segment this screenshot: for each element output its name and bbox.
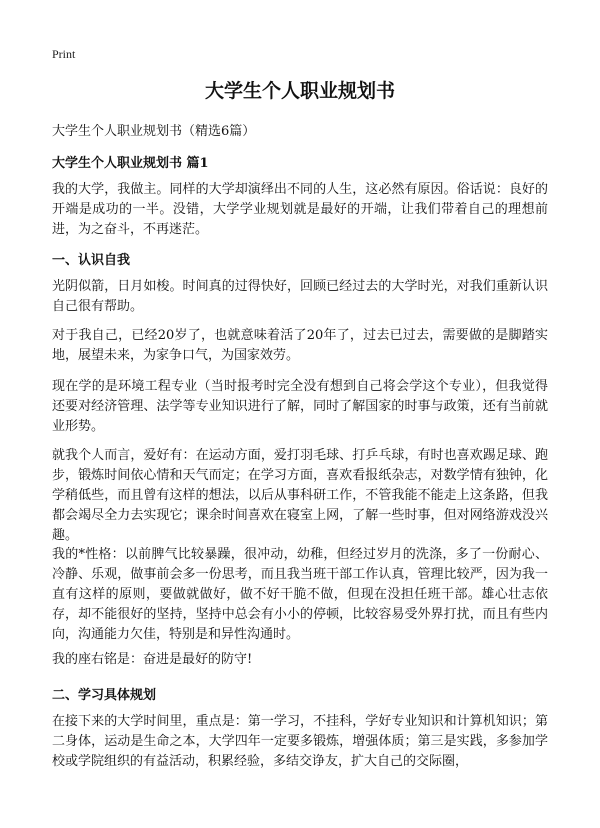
paragraph: 在接下来的大学时间里，重点是：第一学习，不挂科，学好专业知识和计算机知识；第二身体，运动是生命之本，大学四年一定要多锻炼，增强体质；第三是实践，多参加学校或学院组织的有益活动，积累经验，多结交诤友，扩大自己的交际圈， <box>52 714 548 769</box>
print-label: Print <box>52 47 76 61</box>
article-heading: 大学生个人职业规划书 篇1 <box>52 156 209 171</box>
document-subtitle: 大学生个人职业规划书（精选6篇） <box>52 124 256 139</box>
paragraph: 就我个人而言，爱好有：在运动方面，爱打羽毛球、打乒乓球，有时也喜欢踢足球、跑步，锻炼时间依心情和天气而定；在学习方面，喜欢看报纸杂志，对数学情有独钟，化学稍低些，而且曾有这样的想法，以后从事科研工作，不管我能不能走上这条路，但我都会竭尽全力去实现它；课余时间喜欢在寝室上网，了解一些时事，但对网络游戏没兴趣。 <box>52 448 548 543</box>
section-heading-self-awareness: 一、认识自我 <box>52 253 131 268</box>
paragraph: 光阴似箭，日月如梭。时间真的过得快好，回顾已经过去的大学时光，对我们重新认识自己很有帮助。 <box>52 279 548 314</box>
paragraph: 对于我自己，已经20岁了，也就意味着活了20年了，过去已过去，需要做的是脚踏实地，展望未来，为家争口气，为国家效劳。 <box>52 328 548 363</box>
paragraph: 我的*性格：以前脾气比较暴躁，很冲动，幼稚，但经过岁月的洗涤，多了一份耐心、冷静、乐观，做事前会多一份思考，而且我当班干部工作认真，管理比较严，因为我一直有这样的原则，要做就做好，做不好干脆不做，但现在没担任班干部。雄心壮志依存，却不能很好的坚持，坚持中总会有小小的停顿，比较容易受外界打扰，而且有些内向，沟通能力欠佳，特别是和异性沟通时。 <box>52 547 548 642</box>
intro-paragraph: 我的大学，我做主。同样的大学却演绎出不同的人生，这必然有原因。俗话说：良好的开端是成功的一半。没错，大学学业规划就是最好的开端，让我们带着自己的理想前进，为之奋斗，不再迷茫。 <box>52 182 548 237</box>
motto-paragraph: 我的座右铭是：奋进是最好的防守! <box>52 652 253 667</box>
section-heading-study-plan: 二、学习具体规划 <box>52 688 157 703</box>
document-title: 大学生个人职业规划书 <box>204 80 395 102</box>
paragraph: 现在学的是环境工程专业（当时报考时完全没有想到自己将会学这个专业），但我觉得还要对经济管理、法学等专业知识进行了解，同时了解国家的时事与政策，还有当前就业形势。 <box>52 379 548 434</box>
